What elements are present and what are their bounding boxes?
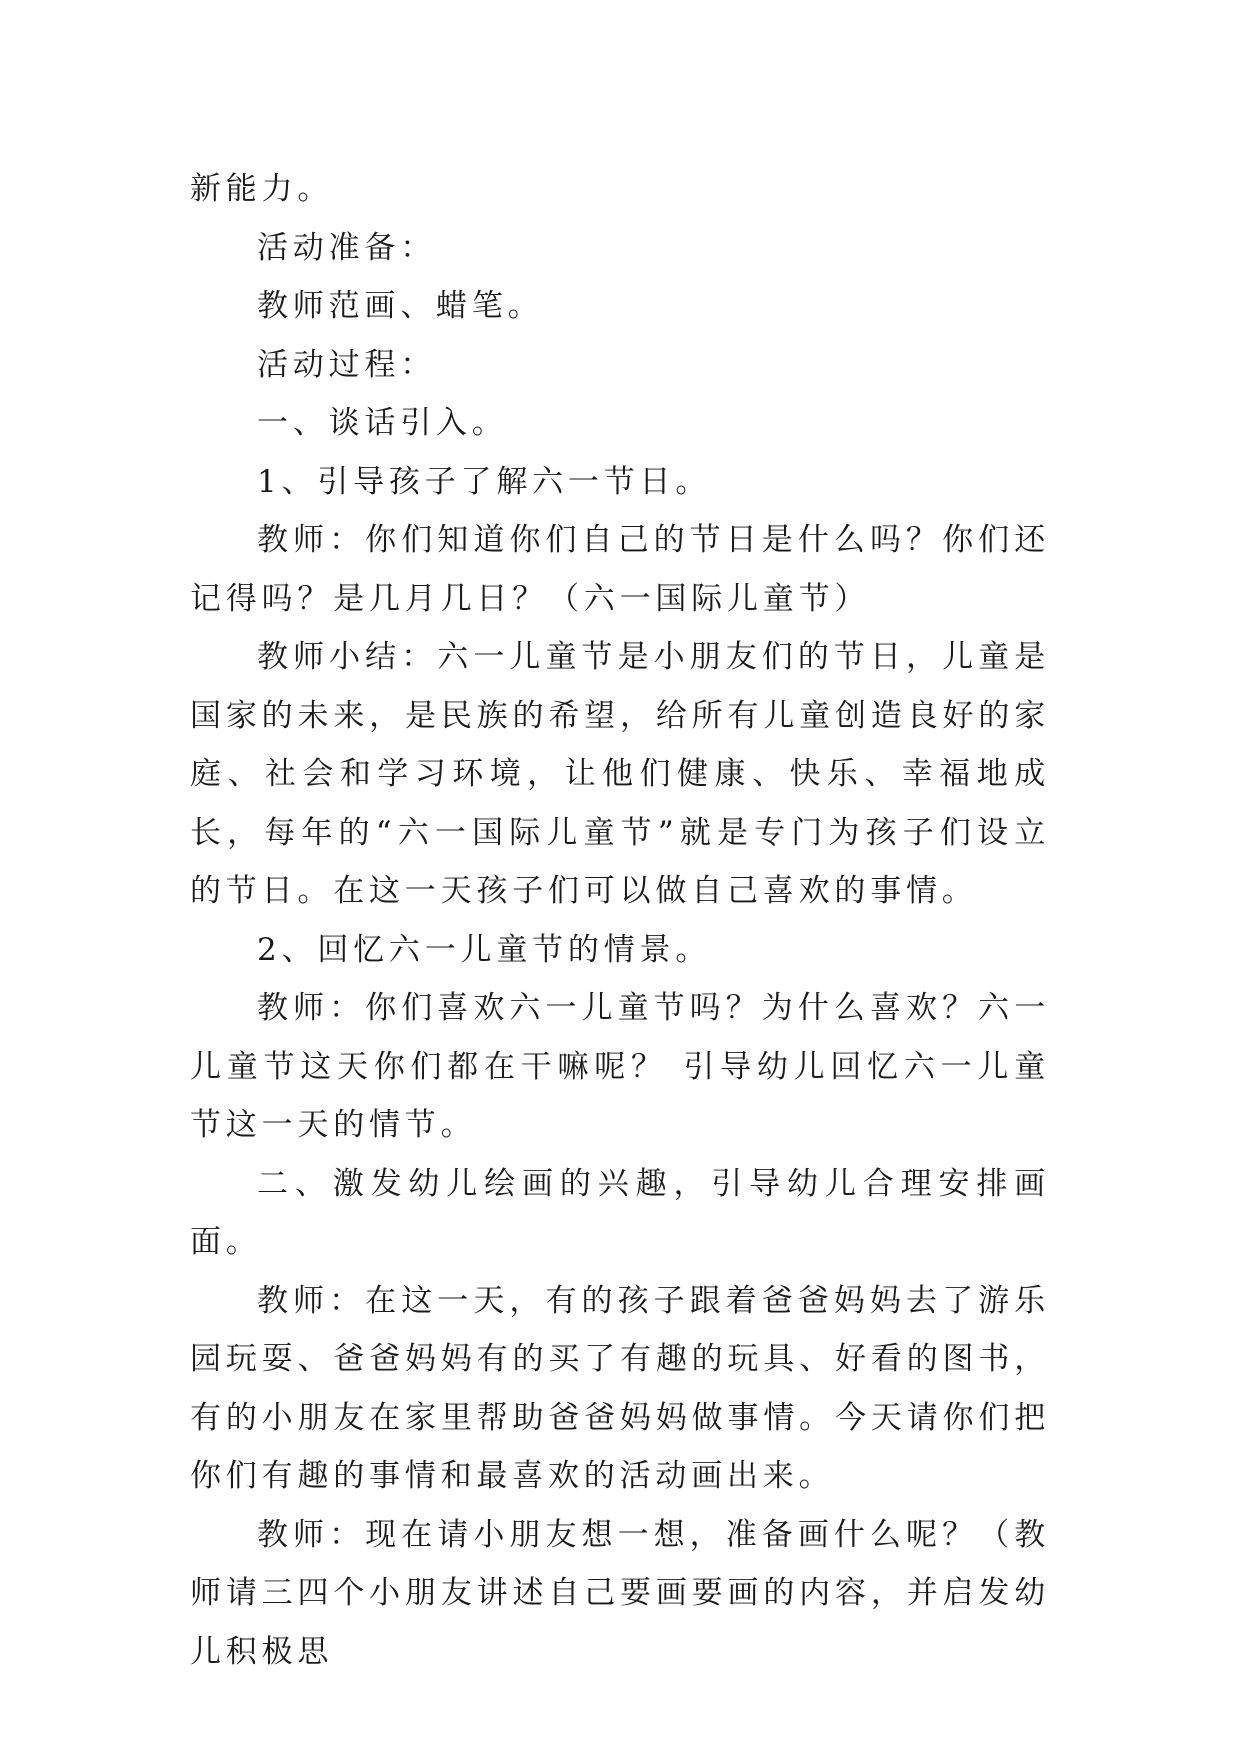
paragraph-teacher-example: 教师：在这一天，有的孩子跟着爸爸妈妈去了游乐园玩耍、爸爸妈妈有的买了有趣的玩具、好看的图书，有的小朋友在家里帮助爸爸妈妈做事情。今天请你们把你们有趣的事情和最喜欢的活动画出来。 [190, 1282, 1050, 1494]
paragraph-materials: 教师范画、蜡笔。 [257, 288, 544, 324]
paragraph-step-two: 2、回忆六一儿童节的情景。 [257, 931, 712, 968]
paragraph-process-heading: 活动过程： [257, 346, 436, 383]
paragraph-section-one: 一、谈话引入。 [257, 405, 508, 441]
paragraph-teacher-recall: 教师：你们喜欢六一儿童节吗？为什么喜欢？六一儿童节这天你们都在干嘛呢？ 引导幼儿回忆六一儿童节这一天的情节。 [190, 990, 1050, 1143]
document-page [190, 160, 1050, 1681]
paragraph-step-one: 1、引导孩子了解六一节日。 [257, 463, 712, 500]
paragraph-continuation: 新能力。 [190, 171, 334, 207]
paragraph-preparation-heading: 活动准备： [257, 229, 436, 266]
paragraph-teacher-summary: 教师小结：六一儿童节是小朋友们的节日，儿童是国家的未来，是民族的希望，给所有儿童创造良好的家庭、社会和学习环境，让他们健康、快乐、幸福地成长，每年的“六一国际儿童节”就是专门为孩子们设立的节日。在这一天孩子们可以做自己喜欢的事情。 [190, 639, 1050, 909]
paragraph-section-two: 二、激发幼儿绘画的兴趣，引导幼儿合理安排画面。 [190, 1165, 1050, 1260]
paragraph-teacher-question: 教师：你们知道你们自己的节日是什么吗？你们还记得吗？是几月几日？（六一国际儿童节） [190, 522, 1050, 617]
paragraph-teacher-prompt: 教师：现在请小朋友想一想，准备画什么呢？（教师请三四个小朋友讲述自己要画要画的内容，并启发幼儿积极思 [190, 1516, 1050, 1670]
